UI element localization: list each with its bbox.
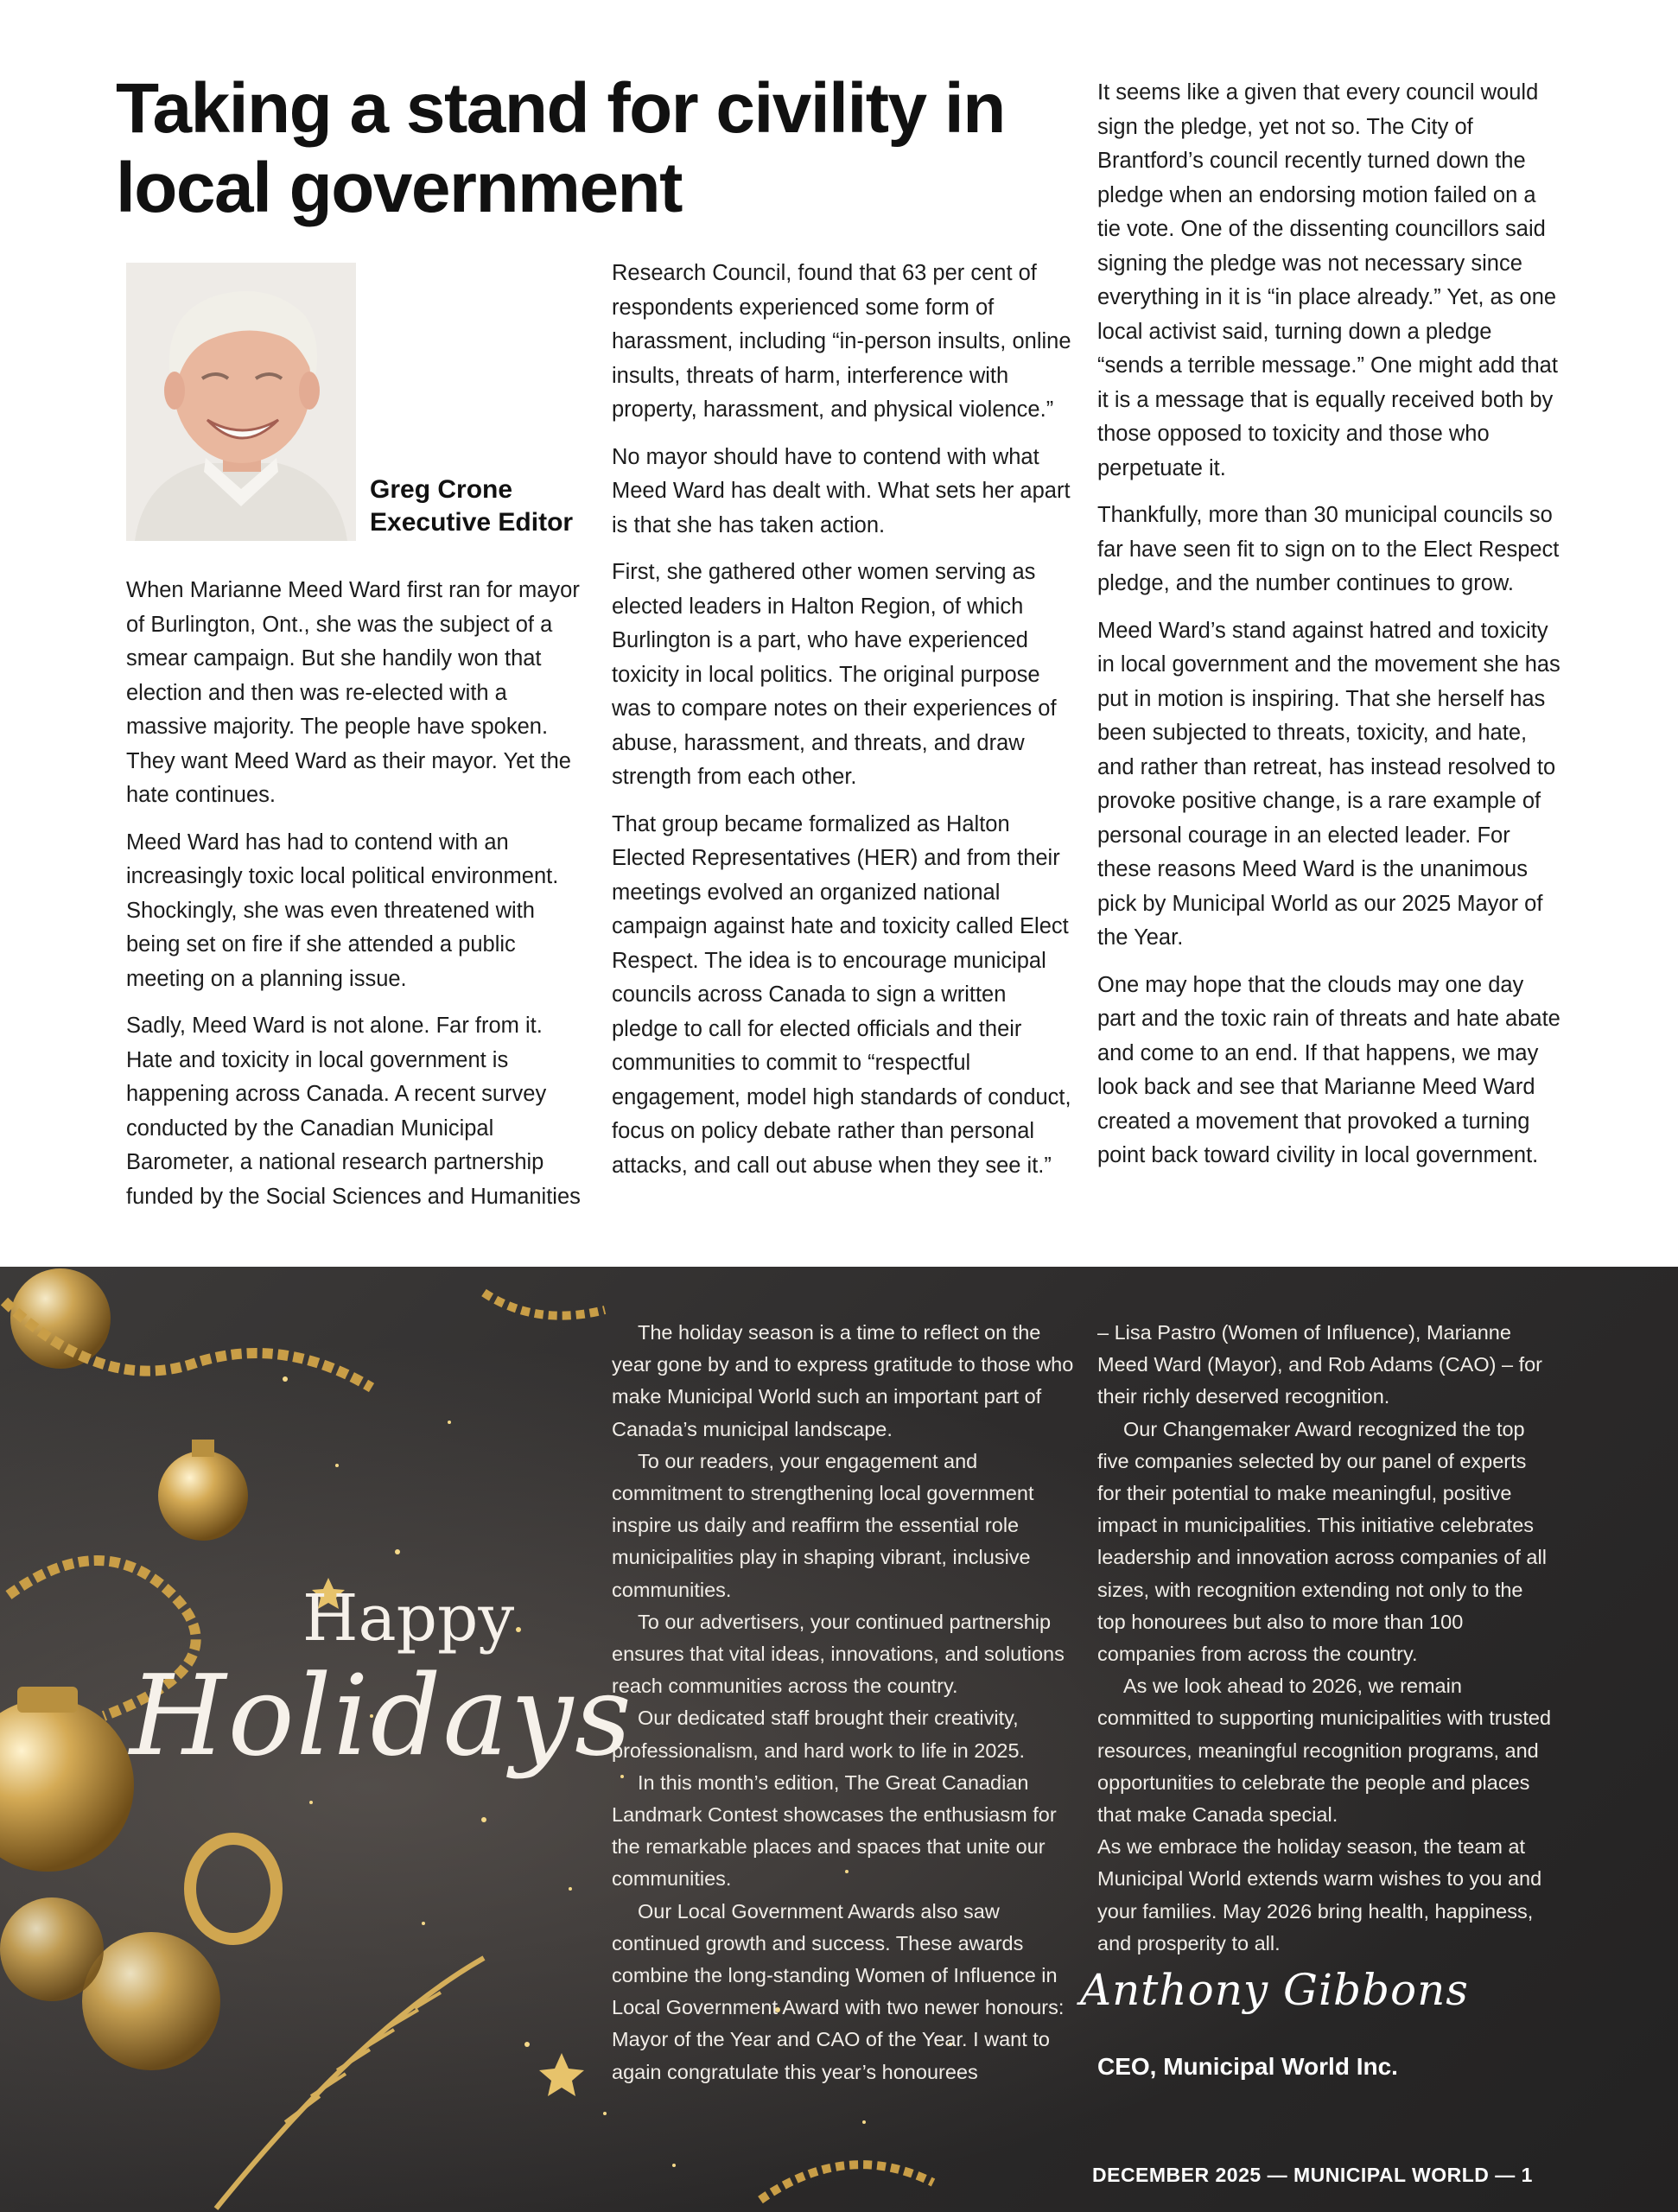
article-column-2 [612, 257, 1077, 1196]
author-name: Greg Crone [370, 475, 513, 504]
article-paragraph: First, she gathered other women serving as elected leaders in Halton Region, of which Burlington is a part, who have experienced toxicity in local politics. The original purpose was to compare notes on their experiences of abuse, harassment, and threats, and draw strength from each other. [612, 560, 1057, 789]
holiday-column-1 [612, 1317, 1085, 2088]
article-paragraph: Meed Ward’s stand against hatred and toxicity in local government and the movement she has put in motion is inspiring. That she herself has been subjected to threats, toxicity, and hate, and rather than retreat, has instead resolved to provoke positive change, is a rare example of personal courage in an elected leader. For these reasons Meed Ward is the unanimous pick by Municipal World as our 2025 Mayor of the Year. [1097, 618, 1560, 950]
article-paragraph: Thankfully, more than 30 municipal councils so far have seen fit to sign on to the Elect Respect pledge, and the number continues to grow. [1097, 503, 1560, 595]
holiday-paragraph: Our dedicated staff brought their creativity, professionalism, and hard work to life in 2025. [612, 1707, 1026, 1762]
author-byline [370, 474, 586, 539]
holiday-paragraph: Our Changemaker Award recognized the top five companies selected by our panel of experts for their potential to make meaningful, positive impact in municipalities. This initiative celebrates leadership and innovation across companies of all sizes, with recognition extending not only to the top honourees but also to more than 100 companies from across the country. [1097, 1417, 1547, 1666]
article-paragraph: That group became formalized as Halton Elected Representatives (HER) and from their meetings evolved an organized national campaign against hate and toxicity called Elect Respect. The idea is to encourage municipal councils across Canada to sign a written pledge to call for elected officials and their communities to commit to “respectful engagement, model high standards of conduct, focus on policy debate rather than personal attacks, and call out abuse when they see it.” [612, 811, 1071, 1178]
ceo-signature: Anthony Gibbons [1080, 1965, 1469, 2015]
author-title: Executive Editor [370, 508, 574, 537]
holiday-paragraph: To our advertisers, your continued partnership ensures that vital ideas, innovations, and solutions reach communities across the country. [612, 1610, 1065, 1698]
article-paragraph: Meed Ward has had to contend with an increasingly toxic local political environment. Shockingly, she was even threatened with being set on fire if she attended a public meeting on a planning issue. [126, 830, 559, 991]
holiday-column-2 [1097, 1317, 1555, 1960]
author-photo [126, 263, 356, 541]
holidays-script-title: Holidays [130, 1652, 633, 1781]
holiday-paragraph: As we embrace the holiday season, the team at Municipal World extends warm wishes to you and your families. May 2026 bring health, happiness, and prosperity to all. [1097, 1835, 1542, 1955]
article-paragraph: One may hope that the clouds may one day part and the toxic rain of threats and hate abate and come to an end. If that happens, we may look back and see that Marianne Meed Ward created a movement that provoked a turning point back toward civility in local government. [1097, 972, 1560, 1167]
article-headline: Taking a stand for civility in local government [116, 69, 1005, 227]
holiday-message-section [0, 1267, 1678, 2212]
article-paragraph: Sadly, Meed Ward is not alone. Far from it. Hate and toxicity in local government is happening across Canada. A recent survey conducted by the Canadian Municipal Barometer, a national research partnership funded by the Social Sciences and Humanities [126, 1014, 581, 1209]
article-paragraph: No mayor should have to contend with what Meed Ward has dealt with. What sets her apart is that she has taken action. [612, 444, 1071, 537]
happy-greeting: Happy [302, 1581, 515, 1656]
article-column-3 [1097, 76, 1564, 1186]
holiday-paragraph: In this month’s edition, The Great Canadian Landmark Contest showcases the enthusiasm for the remarkable places and spaces that unite our communities. [612, 1770, 1057, 1891]
page-footer: DECEMBER 2025 — MUNICIPAL WORLD — 1 [1092, 2164, 1533, 2186]
article-paragraph: Research Council, found that 63 per cent of respondents experienced some form of harassment, including “in-person insults, online insults, threats of harm, interference with property, harassment, and physical violence.” [612, 261, 1071, 422]
article-paragraph: It seems like a given that every council would sign the pledge, yet not so. The City of Brantford’s council recently turned down the pledge when an endorsing motion failed on a tie vote. One of the dissenting councillors said signing the pledge was not necessary since everything in it is “in place already.” Yet, as one local activist said, turning down a pledge “sends a terrible message.” One might add that it is a message that is equally received both by those opposed to toxicity and those who perpetuate it. [1097, 80, 1558, 480]
signatory-title: CEO, Municipal World Inc. [1097, 2053, 1398, 2080]
holiday-paragraph: Our Local Government Awards also saw continued growth and success. These awards combine the long-standing Women of Influence in Local Government Award with two newer honours: Mayor of the Year and CAO of the Year. I want to again congratulate this year’s honourees [612, 1899, 1065, 2083]
article-paragraph: When Marianne Meed Ward first ran for mayor of Burlington, Ont., she was the subject of a smear campaign. But she handily won that election and then was re-elected with a massive majority. The people have spoken. They want Meed Ward as their mayor. Yet the hate continues. [126, 578, 580, 807]
author-portrait-image [126, 263, 356, 541]
holiday-paragraph: To our readers, your engagement and commitment to strengthening local government inspire us daily and reaffirm the essential role municipalities play in shaping vibrant, inclusive communities. [612, 1449, 1034, 1601]
holiday-paragraph: As we look ahead to 2026, we remain committed to supporting municipalities with trusted resources, meaningful recognition programs, and opportunities to celebrate the people and places that make Canada special. [1097, 1675, 1552, 1827]
article-column-1 [126, 574, 593, 1227]
holiday-paragraph: The holiday season is a time to reflect on the year gone by and to express gratitude to those who make Municipal World such an important part of Canada’s municipal landscape. [612, 1321, 1074, 1440]
holiday-paragraph: – Lisa Pastro (Women of Influence), Marianne Meed Ward (Mayor), and Rob Adams (CAO) – for their richly deserved recognition. [1097, 1321, 1542, 1408]
